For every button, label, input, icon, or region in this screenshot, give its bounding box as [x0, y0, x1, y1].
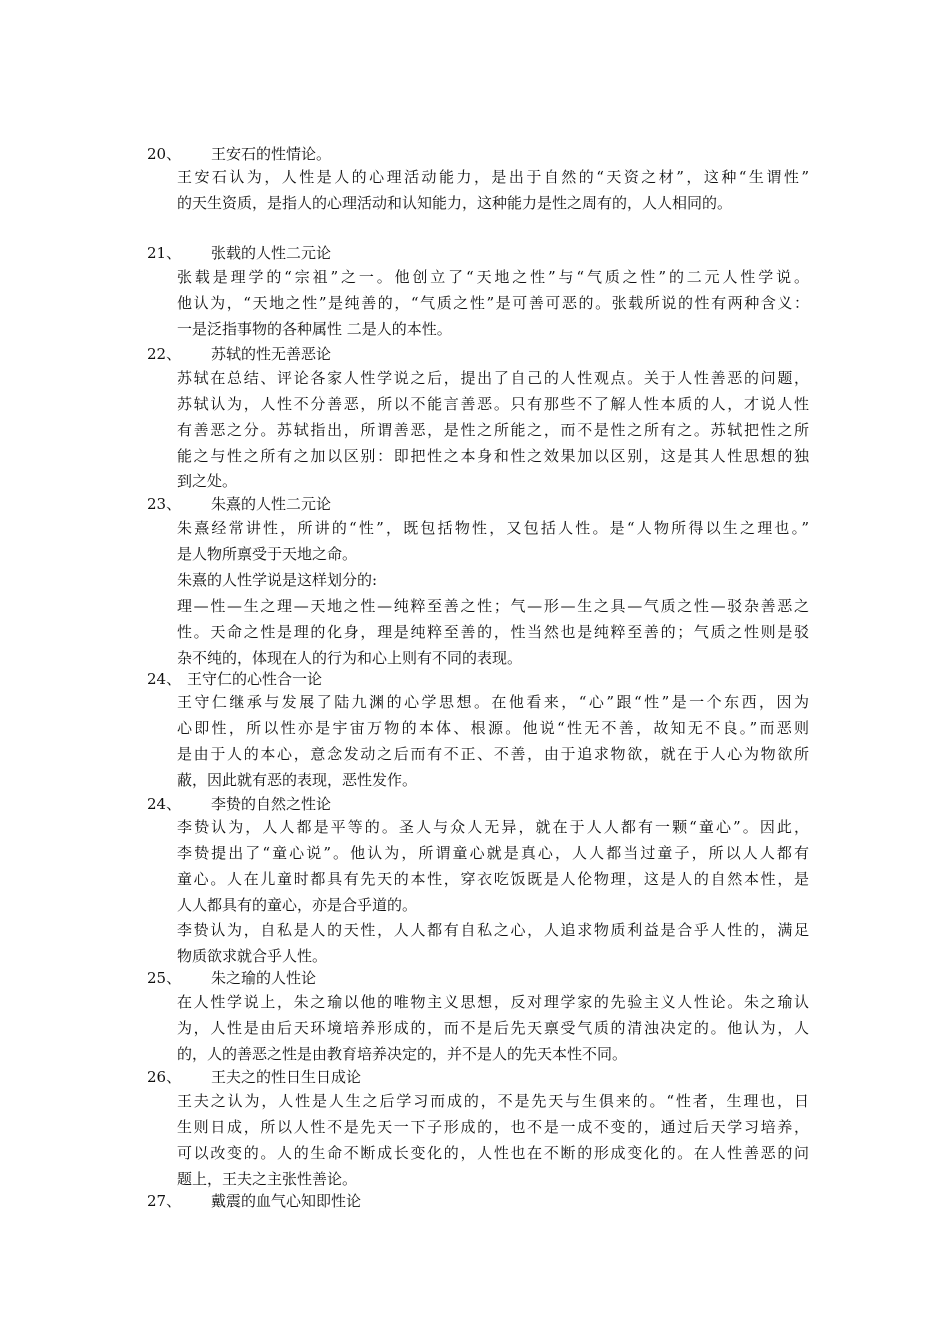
paragraph-line: 能之与性之所有之加以区别：即把性之本身和性之效果加以区别，这是其人性思想的独: [177, 447, 809, 465]
paragraph-line: 苏轼认为，人性不分善恶，所以不能言善恶。只有那些不了解人性本质的人，才说人性: [177, 395, 809, 413]
section-title: 王安石的性情论。: [211, 145, 332, 163]
section-title: 李贽的自然之性论: [211, 795, 332, 813]
section-number: 21、: [147, 244, 182, 262]
paragraph-line: 到之处。: [177, 472, 238, 490]
section-heading: [147, 343, 332, 365]
paragraph-line: 性。天命之性是理的化身，理是纯粹至善的，性当然也是纯粹至善的；气质之性则是驳: [177, 623, 809, 641]
paragraph-line: 是由于人的本心，意念发动之后而有不正、不善，由于追求物欲，就在于人心为物欲所: [177, 745, 809, 763]
paragraph-line: 为，人性是由后天环境培养形成的，而不是后先天禀受气质的清浊决定的。他认为，人: [177, 1019, 809, 1037]
paragraph-line: 可以改变的。人的生命不断成长变化的，人性也在不断的形成变化的。在人性善恶的问: [177, 1144, 809, 1162]
paragraph-line: 王安石认为，人性是人的心理活动能力，是出于自然的“天资之材”，这种“生谓性”: [177, 168, 809, 186]
paragraph-line: 一是泛指事物的各种属性 二是人的本性。: [177, 320, 452, 338]
paragraph-line: 杂不纯的，体现在人的行为和心上则有不同的表现。: [177, 649, 523, 667]
paragraph-line: 心即性，所以性亦是宇宙万物的本体、根源。他说“性无不善，故知无不良。”而恶则: [177, 719, 809, 737]
section-title: 张载的人性二元论: [211, 244, 332, 262]
paragraph-line: 是人物所禀受于天地之命。: [177, 545, 358, 563]
section-number: 23、: [147, 495, 182, 513]
section-heading: [147, 967, 317, 989]
section-title: 朱熹的人性二元论: [211, 495, 332, 513]
section-number: 27、: [147, 1192, 182, 1210]
paragraph-line: 他认为，“天地之性”是纯善的，“气质之性”是可善可恶的。张载所说的性有两种含义：: [177, 294, 809, 312]
section-number: 25、: [147, 969, 182, 987]
section-title: 戴震的血气心知即性论: [211, 1192, 362, 1210]
paragraph-line: 的天生资质，是指人的心理活动和认知能力，这种能力是性之周有的，人人相同的。: [177, 194, 733, 212]
section-heading: [147, 242, 332, 264]
section-title: 王守仁的心性合一论: [187, 670, 323, 688]
paragraph-line: 张载是理学的“宗祖”之一。他创立了“天地之性”与“气质之性”的二元人性学说。: [177, 268, 809, 286]
paragraph-line: 李贽认为，自私是人的天性，人人都有自私之心，人追求物质利益是合乎人性的，满足: [177, 921, 809, 939]
paragraph-line: 蔽，因此就有恶的表现，恶性发作。: [177, 771, 418, 789]
section-heading: [147, 493, 332, 515]
paragraph-line: 物质欲求就合乎人性。: [177, 947, 328, 965]
section-heading: [147, 1190, 362, 1212]
paragraph-line: 有善恶之分。苏轼指出，所谓善恶，是性之所能之，而不是性之所有之。苏轼把性之所: [177, 421, 809, 439]
paragraph-line: 人人都具有的童心，亦是合乎道的。: [177, 896, 418, 914]
paragraph-line: 童心。人在儿童时都具有先天的本性，穿衣吃饭既是人伦物理，这是人的自然本性，是: [177, 870, 809, 888]
section-number: 24、: [147, 795, 182, 813]
section-title: 王夫之的性日生日成论: [211, 1068, 362, 1086]
paragraph-line: 李贽认为，人人都是平等的。圣人与众人无异，就在于人人都有一颗“童心”。因此，: [177, 818, 809, 836]
paragraph-line: 李贽提出了“童心说”。他认为，所谓童心就是真心，人人都当过童子，所以人人都有: [177, 844, 809, 862]
section-number: 20、: [147, 145, 182, 163]
section-number: 24、: [147, 670, 182, 688]
paragraph-line: 王守仁继承与发展了陆九渊的心学思想。在他看来，“心”跟“性”是一个东西，因为: [177, 693, 809, 711]
section-number: 26、: [147, 1068, 182, 1086]
section-title: 苏轼的性无善恶论: [211, 345, 332, 363]
section-title: 朱之瑜的人性论: [211, 969, 317, 987]
section-heading: [147, 1066, 362, 1088]
section-heading: [147, 143, 332, 165]
section-heading: [147, 793, 332, 815]
paragraph-line: 王夫之认为，人性是人生之后学习而成的，不是先天与生俱来的。“性者，生理也，日: [177, 1092, 809, 1110]
paragraph-line: 朱熹的人性学说是这样划分的:: [177, 571, 378, 589]
paragraph-line: 的，人的善恶之性是由教育培养决定的，并不是人的先天本性不同。: [177, 1045, 628, 1063]
paragraph-line: 朱熹经常讲性，所讲的“性”，既包括物性，又包括人性。是“人物所得以生之理也。”: [177, 519, 809, 537]
section-heading: [147, 668, 323, 690]
paragraph-line: 在人性学说上，朱之瑜以他的唯物主义思想，反对理学家的先验主义人性论。朱之瑜认: [177, 993, 809, 1011]
paragraph-line: 生则日成，所以人性不是先天一下子形成的，也不是一成不变的，通过后天学习培养，: [177, 1118, 809, 1136]
paragraph-line: 题上，王夫之主张性善论。: [177, 1170, 358, 1188]
paragraph-line: 理—性—生之理—天地之性—纯粹至善之性；气—形—生之具—气质之性—驳杂善恶之: [177, 597, 809, 615]
paragraph-line: 苏轼在总结、评论各家人性学说之后，提出了自己的人性观点。关于人性善恶的问题，: [177, 369, 809, 387]
section-number: 22、: [147, 345, 182, 363]
